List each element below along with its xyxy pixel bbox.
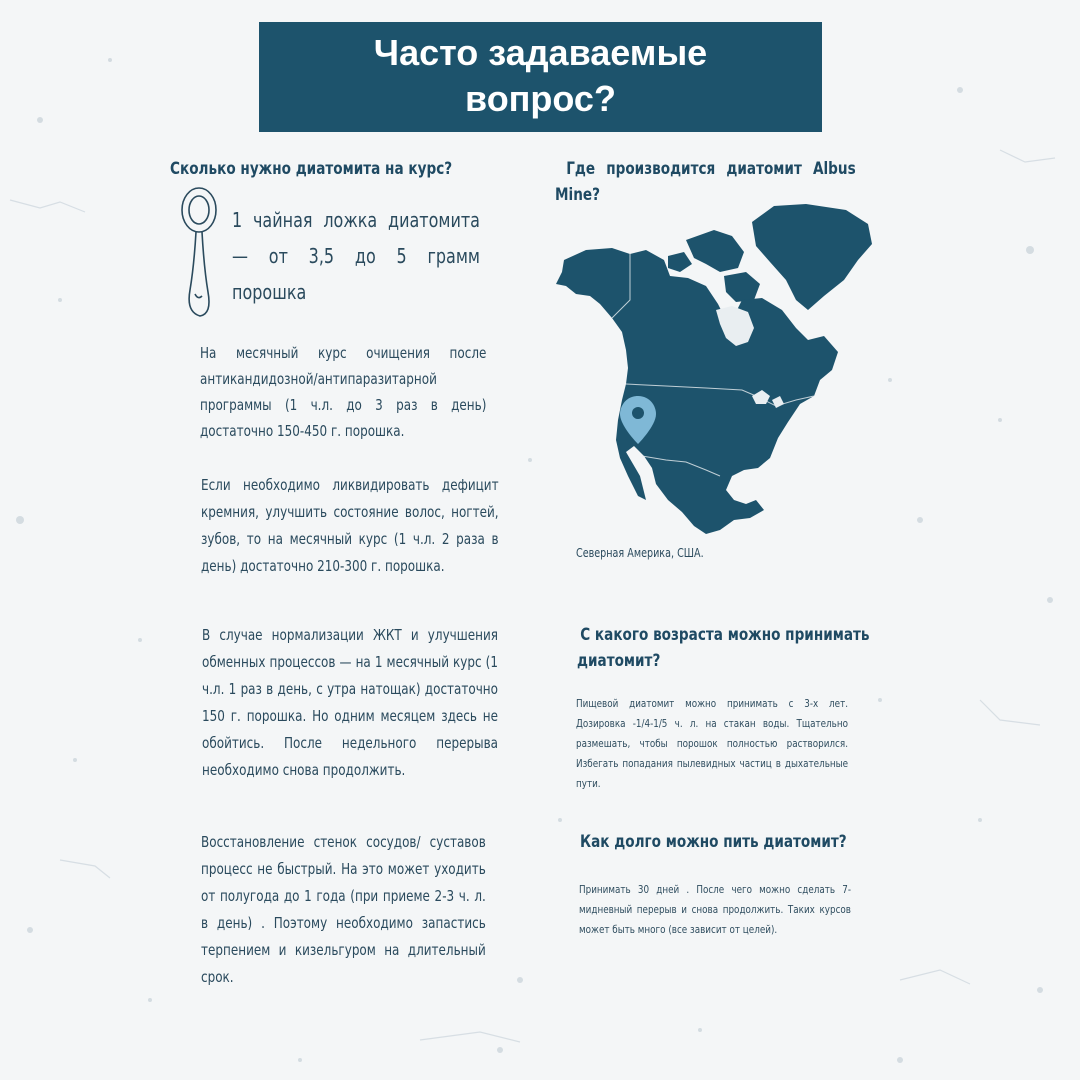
- question-production-line1: Где производится диатомит Albus: [566, 159, 856, 179]
- map-caption: Северная Америка, США.: [576, 546, 704, 560]
- paragraph-silicon-deficit: Если необходимо ликвидировать дефицит кремния, улучшить состояние волос, ногтей, зубов, то на месячный курс (1 ч.л. 2 раза в день) достаточно 210-300 г. порошка.: [201, 476, 499, 575]
- paragraph-digestion: В случае нормализации ЖКТ и улучшения обменных процессов — на 1 месячный курс (1 ч.л. 1 раз в день, с утра натощак) достаточно 150 г. порошка. Но одним месяцем здесь не обойтись. После недельного перерыва необходимо снова продолжить.: [202, 626, 498, 779]
- question-duration: Как долго можно пить диатомит?: [580, 832, 847, 852]
- page-title-line2: вопрос?: [465, 78, 616, 119]
- question-production-line2: Mine?: [555, 185, 600, 205]
- question-age: [577, 622, 897, 674]
- paragraph-cleansing: На месячный курс очищения после антикандидозной/антипаразитарной программы (1 ч.л. до 3 раз в день) достаточно 150-450 г. порошка.: [200, 344, 487, 440]
- page-title-line1: Часто задаваемые: [373, 32, 708, 73]
- page-title: [259, 22, 822, 132]
- paragraph-vessels: Восстановление стенок сосудов/ суставов процесс не быстрый. На это может уходить от полугода до 1 года (при приеме 2-3 ч. л. в день) . Поэтому необходимо запастись терпением и кизельгуром на длительный срок.: [201, 833, 486, 986]
- greenland-shape: [752, 204, 872, 310]
- question-age-line1: С какого возраста можно принимать: [580, 625, 870, 645]
- question-course-amount: Сколько нужно диатомита на курс?: [170, 159, 453, 179]
- paragraph-age: Пищевой диатомит можно принимать с 3-х лет. Дозировка -1/4-1/5 ч. л. на стакан воды. Тщательно размешать, чтобы порошок полностью растворился. Избегать попадания пылевидных частиц в дыхательные пути.: [576, 697, 848, 790]
- spoon-text: 1 чайная ложка диатомита — от 3,5 до 5 грамм порошка: [232, 208, 480, 304]
- spoon-icon: [176, 186, 222, 322]
- arctic-islands-shape: [686, 230, 744, 272]
- paragraph-duration: Принимать 30 дней . После чего можно сделать 7-мидневный перерыв и снова продолжить. Таких курсов может быть много (все зависит от целей).: [579, 883, 851, 936]
- question-age-line2: диатомит?: [577, 651, 661, 671]
- north-america-map: [556, 200, 886, 540]
